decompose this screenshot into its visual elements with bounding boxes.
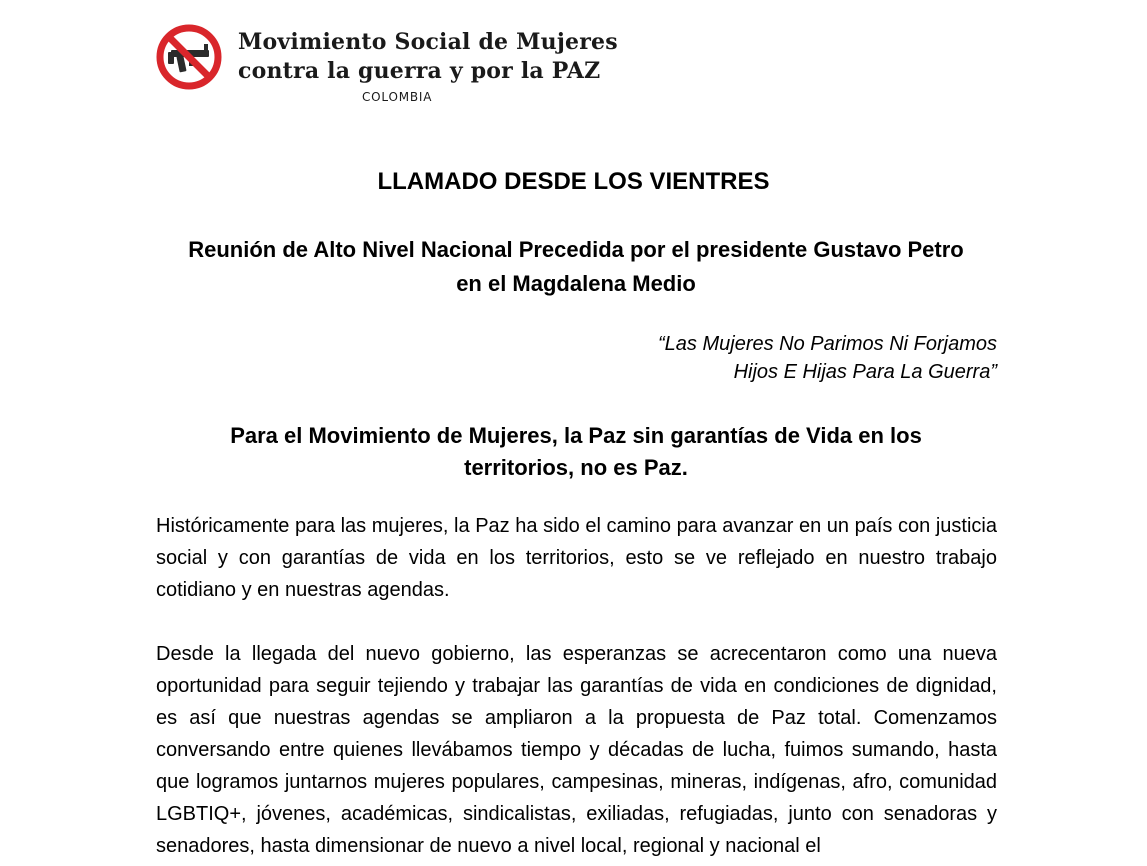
body-paragraph-1: Históricamente para las mujeres, la Paz ha sido el camino para avanzar en un país con justicia social y con garantías de vida en los territorios, esto se ve reflejado en nuestro trabajo cotidiano y en nuestras agendas. <box>156 515 997 601</box>
letterhead <box>156 24 618 110</box>
document-subtitle <box>156 233 996 301</box>
body-paragraph-2: Desde la llegada del nuevo gobierno, las esperanzas se acrecentaron como una nueva oportunidad para seguir tejiendo y trabajar las garantías de vida en condiciones de dignidad, es así que nuestras agendas se ampliaron a la propuesta de Paz total. Comenzamos conversando entre quienes llevábamos tiempo y décadas de lucha, fuimos sumando, hasta que logramos juntarnos mujeres populares, campesinas, mineras, indígenas, afro, comunidad LGBTIQ+, jóvenes, académicas, sindicalistas, exiliadas, refugiadas, junto con senadoras y senadores, hasta dimensionar de nuevo a nivel local, regional y nacional el <box>156 643 997 857</box>
section-heading-line-1: Para el Movimiento de Mujeres, la Paz sin garantías de Vida en los <box>230 423 922 448</box>
no-weapons-icon <box>156 24 222 90</box>
epigraph-quote <box>500 330 997 386</box>
section-heading <box>156 420 996 484</box>
organization-name-line-1: Movimiento Social de Mujeres <box>238 29 618 55</box>
section-heading-line-2: territorios, no es Paz. <box>464 455 688 480</box>
organization-name-line-2: contra la guerra y por la PAZ <box>238 58 601 84</box>
organization-country: COLOMBIA <box>362 90 433 104</box>
epigraph-line-1: “Las Mujeres No Parimos Ni Forjamos <box>658 333 997 355</box>
document-title: LLAMADO DESDE LOS VIENTRES <box>377 168 770 195</box>
document-subtitle-line-2: en el Magdalena Medio <box>456 271 696 296</box>
organization-name <box>238 28 618 86</box>
document-subtitle-line-1: Reunión de Alto Nivel Nacional Precedida por el presidente Gustavo Petro <box>188 237 964 262</box>
epigraph-line-2: Hijos E Hijas Para La Guerra” <box>733 361 997 383</box>
